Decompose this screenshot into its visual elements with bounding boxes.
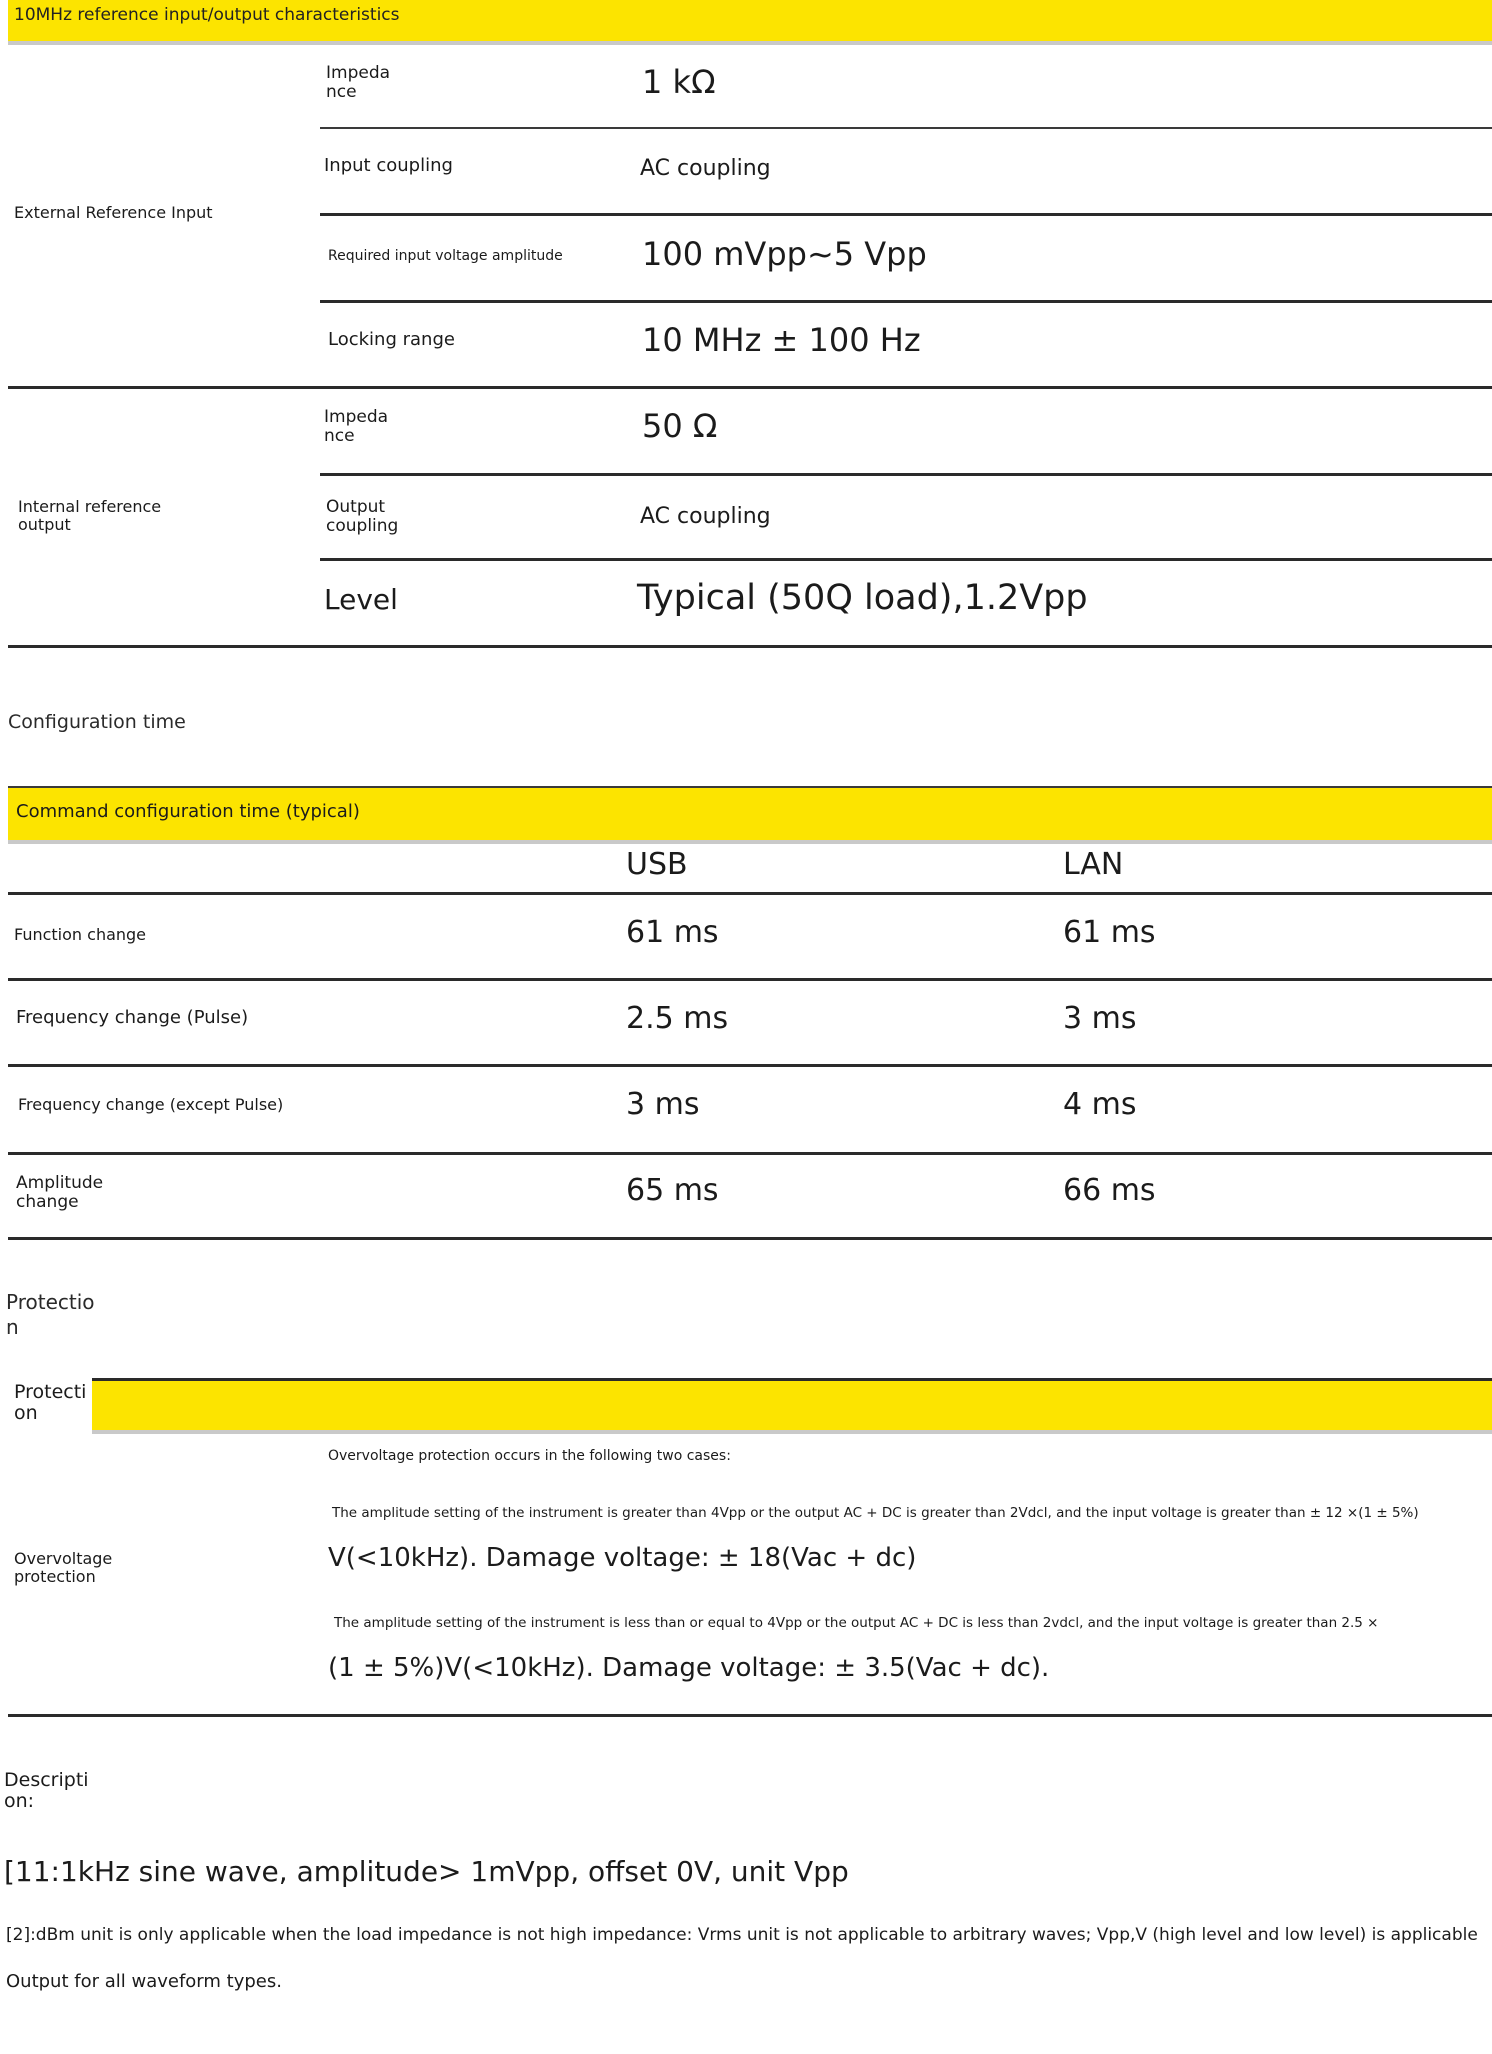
locking-range-label: Locking range [328,329,455,350]
frequency-change-pulse-usb: 2.5 ms [626,1001,729,1036]
function-change-lan: 61 ms [1063,915,1156,950]
frequency-change-except-pulse-label: Frequency change (except Pulse) [18,1095,284,1114]
overvoltage-protection-label: Overvoltage protection [14,1549,113,1586]
configuration-table [0,784,1492,1244]
protection-header-underline [92,1430,1492,1434]
amplitude-change-usb: 65 ms [626,1173,719,1208]
row-divider [320,213,1492,216]
protection-bottom-line [8,1714,1492,1717]
row-divider [8,1237,1492,1240]
row-divider [8,1152,1492,1155]
internal-impedance-label: Impeda nce [324,407,389,446]
column-header-usb: USB [626,847,688,882]
required-amplitude-value: 100 mVpp~5 Vpp [642,235,927,273]
input-coupling-value: AC coupling [640,156,771,181]
protection-title: Protectio n [6,1290,95,1339]
level-label: Level [324,583,398,616]
function-change-usb: 61 ms [626,915,719,950]
required-amplitude-label: Required input voltage amplitude [328,248,563,264]
group-divider [8,386,1492,389]
protection-header-band [92,1381,1492,1431]
input-coupling-label: Input coupling [324,155,453,176]
protection-header-title: Protecti on [14,1381,87,1424]
output-coupling-label: Output coupling [326,497,399,536]
reference-header-underline [8,41,1492,45]
external-impedance-value: 1 kΩ [642,63,716,101]
internal-reference-label: Internal reference output [18,497,162,534]
external-impedance-label: Impeda nce [326,63,391,102]
overvoltage-case1-damage: V(<10kHz). Damage voltage: ± 18(Vac + dc) [328,1543,917,1573]
protection-table [0,1374,1492,1724]
reference-section [0,0,1492,650]
frequency-change-except-pulse-lan: 4 ms [1063,1087,1137,1122]
amplitude-change-lan: 66 ms [1063,1173,1156,1208]
level-value: Typical (50Q load),1.2Vpp [637,578,1088,618]
config-header-underline [8,840,1492,844]
row-divider [8,1064,1492,1067]
frequency-change-except-pulse-usb: 3 ms [626,1087,700,1122]
frequency-change-pulse-label: Frequency change (Pulse) [16,1007,249,1028]
description-note-2: [2]:dBm unit is only applicable when the load impedance is not high impedance: Vrms unit is not applicable to arbitrary waves; Vpp,V (high level and low level) is applicable [6,1925,1478,1945]
external-reference-label: External Reference Input [14,203,213,222]
row-divider [320,127,1492,129]
overvoltage-case2-damage: (1 ± 5%)V(<10kHz). Damage voltage: ± 3.5(Vac + dc). [328,1653,1050,1683]
amplitude-change-label: Amplitude change [16,1173,104,1212]
configuration-time-title: Configuration time [8,711,186,733]
config-header-title: Command configuration time (typical) [16,801,360,822]
row-divider [8,892,1492,895]
row-divider [320,300,1492,303]
internal-impedance-value: 50 Ω [642,407,718,445]
function-change-label: Function change [14,925,147,944]
locking-range-value: 10 MHz ± 100 Hz [642,321,921,359]
reference-header-title: 10MHz reference input/output characteristics [14,5,400,25]
frequency-change-pulse-lan: 3 ms [1063,1001,1137,1036]
description-note-3: Output for all waveform types. [6,1971,282,1992]
row-divider [8,978,1492,981]
group-divider [8,645,1492,648]
output-coupling-value: AC coupling [640,504,771,529]
overvoltage-case1-text: The amplitude setting of the instrument is greater than 4Vpp or the output AC + DC is greater than 2Vdcl, and the input voltage is greater than ± 12 ×(1 ± 5%) [332,1505,1419,1521]
description-title: Descripti on: [4,1769,89,1812]
description-note-1: [11:1kHz sine wave, amplitude> 1mVpp, offset 0V, unit Vpp [4,1855,849,1888]
row-divider [320,473,1492,476]
overvoltage-case2-text: The amplitude setting of the instrument is less than or equal to 4Vpp or the output AC + DC is less than 2vdcl, and the input voltage is greater than 2.5 × [334,1615,1379,1631]
row-divider [320,558,1492,561]
overvoltage-intro: Overvoltage protection occurs in the following two cases: [328,1448,731,1464]
column-header-lan: LAN [1063,847,1124,882]
